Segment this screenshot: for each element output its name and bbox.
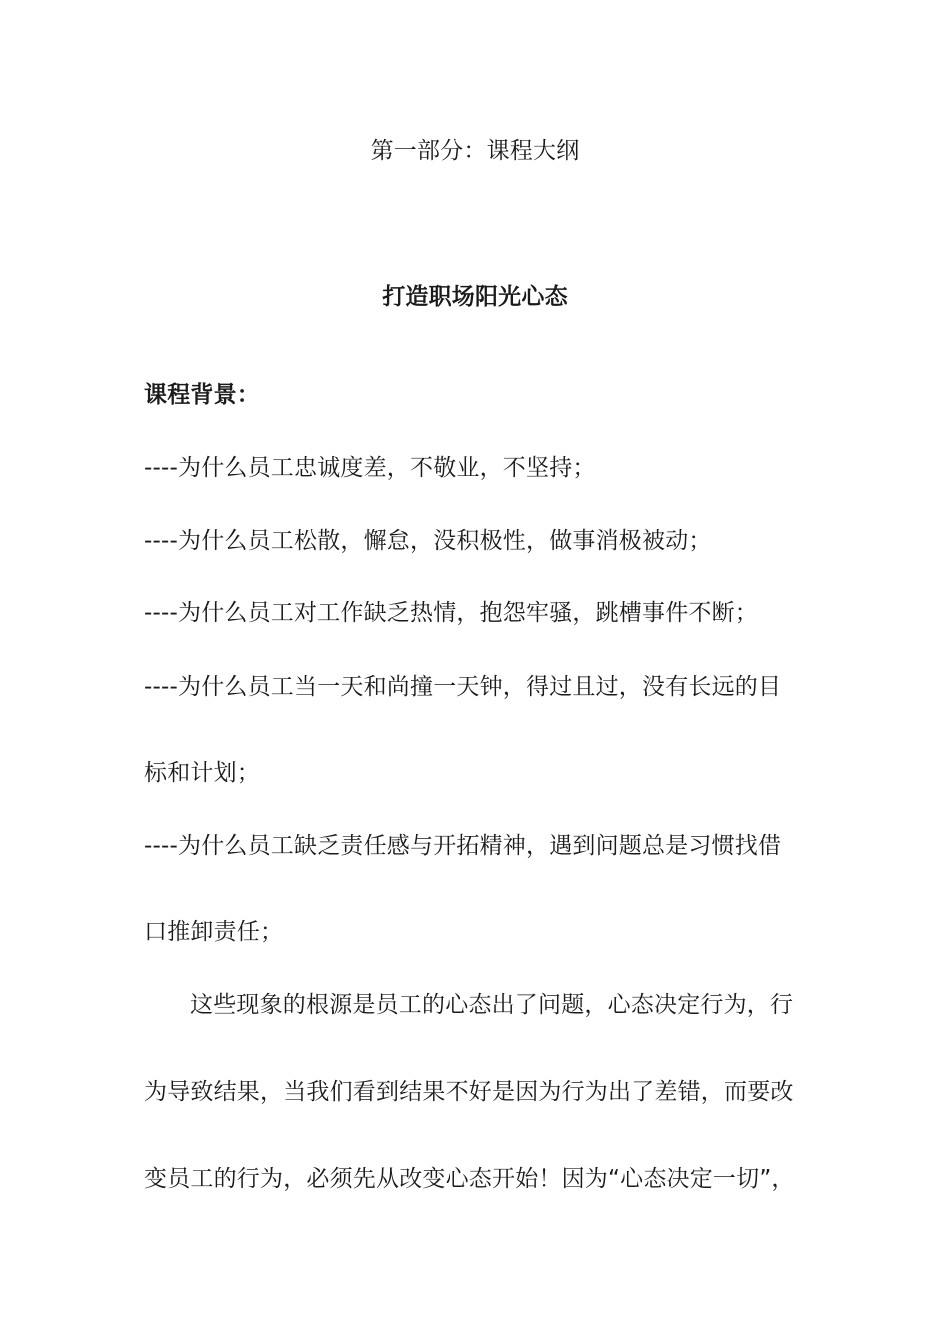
body-line: 标和计划； bbox=[144, 760, 260, 786]
section-label: 课程背景： bbox=[144, 382, 260, 408]
body-line: ----为什么员工忠诚度差，不敬业，不坚持； bbox=[144, 455, 596, 481]
body-line: ----为什么员工当一天和尚撞一天钟，得过且过，没有长远的目 bbox=[144, 674, 782, 700]
part-heading: 第一部分：课程大纲 bbox=[370, 138, 580, 164]
body-line: ----为什么员工松散，懈怠，没积极性，做事消极被动； bbox=[144, 528, 712, 554]
body-line: ----为什么员工缺乏责任感与开拓精神，遇到问题总是习惯找借 bbox=[144, 833, 782, 859]
body-line: 为导致结果，当我们看到结果不好是因为行为出了差错，而要改 bbox=[144, 1079, 794, 1105]
body-line: ----为什么员工对工作缺乏热情，抱怨牢骚，跳槽事件不断； bbox=[144, 600, 758, 626]
body-line: 这些现象的根源是员工的心态出了问题，心态决定行为，行 bbox=[190, 992, 794, 1018]
course-title: 打造职场阳光心态 bbox=[382, 284, 568, 310]
body-line: 口推卸责任； bbox=[144, 919, 284, 945]
body-line: 变员工的行为，必须先从改变心态开始！因为“心态决定一切”， bbox=[144, 1166, 795, 1192]
